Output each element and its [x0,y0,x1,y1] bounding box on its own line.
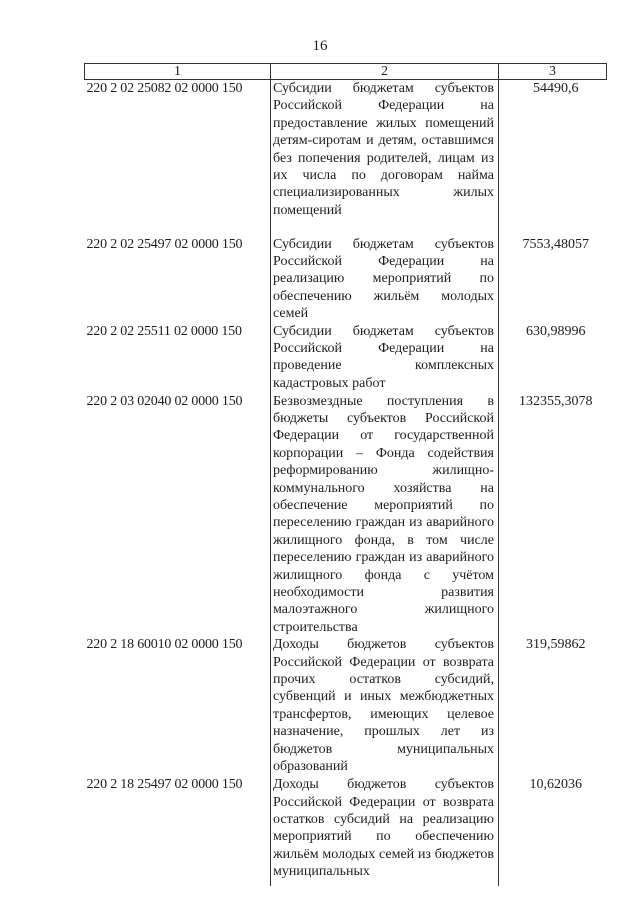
row-code: 220 2 18 25497 02 0000 150 [86,777,243,793]
row-description: Доходы бюджетов субъектов Российской Федерации от возврата остатков субсидий на реализацию мероприятий по обеспечению жильём молодых семей из бюджетов муниципальных [271,776,499,886]
row-code: 220 2 02 25497 02 0000 150 [86,236,243,252]
table-row [85,236,607,323]
row-description: Субсидии бюджетам субъектов Российской Федерации на проведение комплексных кадастровых работ [271,323,499,393]
row-code: 220 2 03 02040 02 0000 150 [86,393,243,409]
row-description: Безвозмездные поступления в бюджеты субъектов Российской Федерации от государственной корпорации – Фонда содействия реформированию жилищно-коммунального хозяйства на обеспечение мероприятий по переселению граждан из аварийного жилищного фонда, в том числе переселению граждан из аварийного жилищного фонда с учётом необходимости развития малоэтажного жилищного строительства [271,393,499,637]
row-amount: 7553,48057 [522,236,589,252]
row-amount: 319,59862 [526,637,586,653]
table-row [85,323,607,393]
row-code: 220 2 02 25511 02 0000 150 [86,323,242,339]
column-header-amount: 3 [499,64,607,80]
row-description: Субсидии бюджетам субъектов Российской Федерации на предоставление жилых помещений детям-сиротам и детям, оставшимся без попечения родителей, лицам из их числа по договорам найма специализированных жилых помещений [271,80,499,236]
row-amount: 10,62036 [529,777,582,793]
row-amount: 630,98996 [526,323,586,339]
column-header-description: 2 [271,64,499,80]
budget-table [84,63,607,886]
page-number: 16 [312,38,328,54]
table-header-row [85,64,607,80]
column-header-code: 1 [85,64,271,80]
row-code: 220 2 02 25082 02 0000 150 [86,81,243,96]
row-amount: 132355,3078 [519,393,593,409]
table-row [85,636,607,776]
row-code: 220 2 18 60010 02 0000 150 [86,637,243,653]
row-amount: 54490,6 [533,81,579,96]
table-row [85,776,607,886]
budget-table-wrapper [84,63,606,886]
table-row [85,393,607,637]
table-row [85,80,607,236]
row-description: Доходы бюджетов субъектов Российской Федерации от возврата прочих остатков субсидий, субвенций и иных межбюджетных трансфертов, имеющих целевое назначение, прошлых лет из бюджетов муниципальных образований [271,636,499,776]
row-description: Субсидии бюджетам субъектов Российской Федерации на реализацию мероприятий по обеспечению жильём молодых семей [271,236,499,323]
